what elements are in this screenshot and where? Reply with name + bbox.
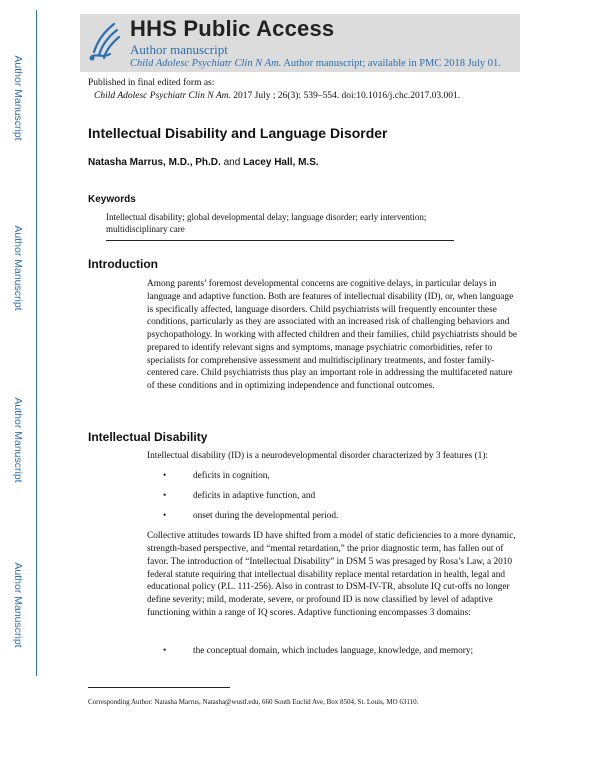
keywords-heading: Keywords [88, 194, 136, 205]
header-title: HHS Public Access [130, 16, 335, 41]
hhs-eagle-logo-icon [84, 18, 122, 68]
id-paragraph: Collective attitudes towards ID have shifted from a model of static deficiencies to a more dynamic, strength-based perspective, and “mental retardation,” the prior diagnostic term, has fallen out of favor. The introduction of “Intellectual Disability” in DSM 5 was presaged by Rosa’s Law, a 2010 federal statute requiring that intellectual disability replace mental retardation in health, legal and educational policy (P.L. 111-256). Also in contrast to DSM-IV-TR, absolute IQ cut-offs no longer define severity; mild, moderate, severe, or profound ID is now classified by level of adaptive functioning within a range of IQ scores. Adaptive functioning encompasses 3 domains: [147, 531, 516, 619]
sidebar-label: Author Manuscript [12, 225, 24, 311]
sidebar-label: Author Manuscript [12, 55, 24, 141]
sidebar-rule [36, 10, 37, 676]
article-authors: Natasha Marrus, M.D., Ph.D. and Lacey Hall, M.S. [88, 157, 319, 168]
article-title: Intellectual Disability and Language Disorder [88, 125, 388, 141]
introduction-heading: Introduction [88, 257, 158, 271]
id-lead-paragraph: Intellectual disability (ID) is a neurodevelopmental disorder characterized by 3 features (1): [147, 451, 489, 461]
list-item: deficits in adaptive function, and [193, 491, 316, 501]
list-item: onset during the developmental period. [193, 511, 339, 521]
keywords-text: Intellectual disability; global developmental delay; language disorder; early intervention; multidisciplinary care [106, 212, 427, 234]
header-journal-line: Child Adolesc Psychiatr Clin N Am. Author manuscript; available in PMC 2018 July 01. [130, 58, 501, 69]
sidebar-label: Author Manuscript [12, 562, 24, 648]
sidebar-label: Author Manuscript [12, 397, 24, 483]
list-item: the conceptual domain, which includes language, knowledge, and memory; [193, 646, 474, 656]
bullet-marker: • [163, 511, 167, 521]
header-subtitle: Author manuscript [130, 42, 228, 57]
bullet-marker: • [163, 646, 167, 656]
introduction-paragraph: Among parents’ foremost developmental concerns are cognitive delays, in particular delays in language and adaptive function. Both are features of intellectual disability (ID), or, when language is specifically affected, language disorders. Child psychiatrists will frequently encounter these conditions, particularly as they are associated with an increased risk of challenging behaviors and psychopathology. In working with affected children and their families, child psychiatrists should be prepared to identify relevant signs and symptoms, manage psychiatric comorbidities, refer to specialists for comprehensive assessment and multidisciplinary treatments, and foster family-centered care. Child psychiatrists thus play an important role in addressing the multifaceted nature of these conditions and in optimizing independence and functional outcomes. [147, 279, 517, 391]
footnote-divider [88, 687, 230, 688]
bullet-marker: • [163, 491, 167, 501]
hhs-header [80, 14, 520, 72]
keywords-divider [106, 240, 454, 241]
bullet-marker: • [163, 471, 167, 481]
published-note: Published in final edited form as: [88, 78, 215, 88]
intellectual-disability-heading: Intellectual Disability [88, 430, 208, 444]
corresponding-author-footnote: Corresponding Author: Natasha Marrus, Natasha@wustl.edu, 660 South Euclid Ave, Box 8504, St. Louis, MO 63110. [88, 698, 419, 706]
citation: Child Adolesc Psychiatr Clin N Am. 2017 July ; 26(3): 539–554. doi:10.1016/j.chc.2017.03.001. [94, 91, 461, 101]
list-item: deficits in cognition, [193, 471, 270, 481]
